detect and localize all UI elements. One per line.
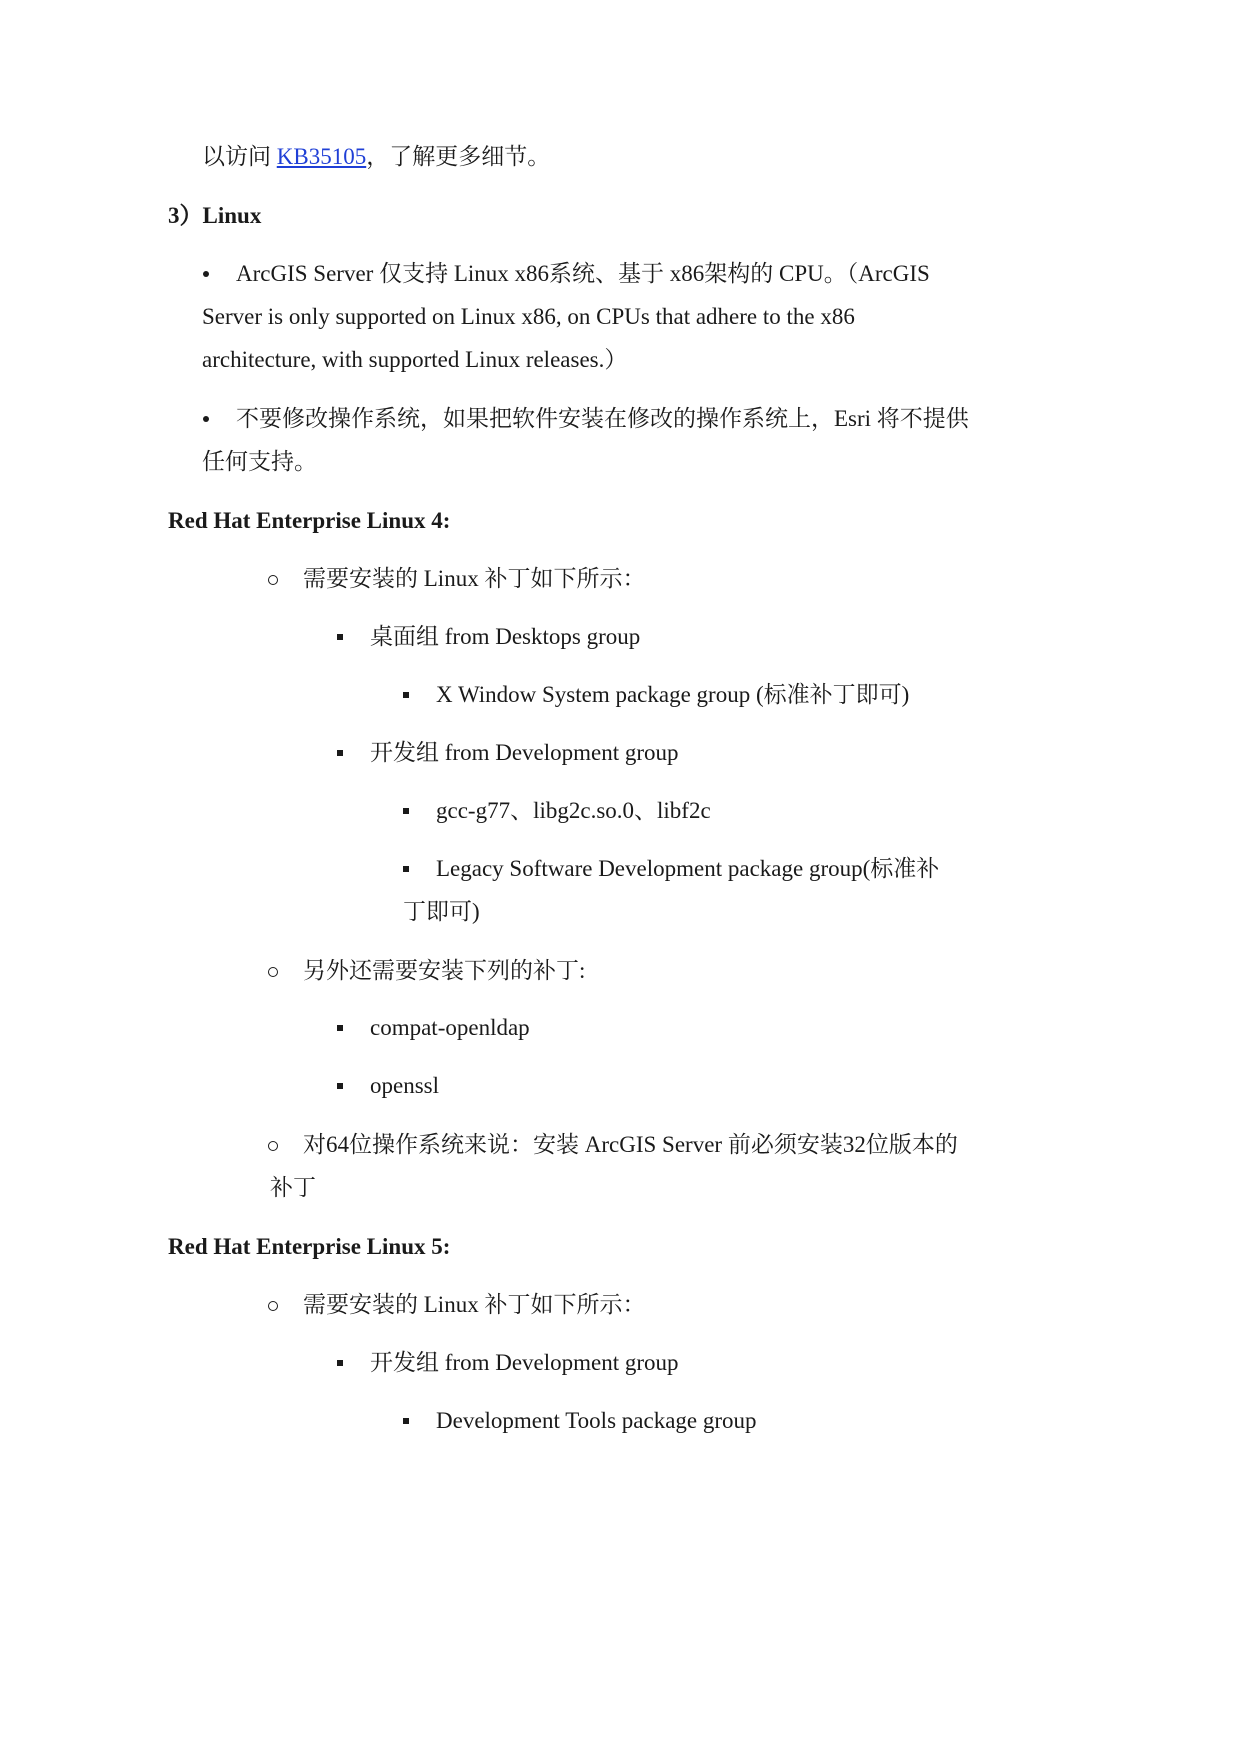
intro-line (202, 142, 550, 172)
section-heading: 3）Linux (168, 203, 262, 228)
bullet-2-line-2: 任何支持。 (202, 449, 317, 474)
rhel5-item-1: 需要安装的 Linux 补丁如下所示： (303, 1292, 646, 1317)
circle-bullet-icon (263, 1290, 283, 1320)
rhel4-item-1: 需要安装的 Linux 补丁如下所示： (303, 566, 646, 591)
rhel5-item-1-sub-1: 开发组 from Development group (370, 1350, 679, 1375)
rhel4-item-1-sub-2-sub-2-line-2: 丁即可) (403, 899, 480, 924)
bullet-1-line-2: Server is only supported on Linux x86, on CPUs that adhere to the x86 (202, 304, 855, 329)
rhel4-item-2-sub-1: compat-openldap (370, 1015, 530, 1040)
rhel4-item-1-sub-1: 桌面组 from Desktops group (370, 624, 641, 649)
kb-link[interactable]: KB35105 (276, 144, 367, 169)
square-bullet-icon (330, 1013, 350, 1043)
square-bullet-icon (396, 680, 416, 710)
bullet-2-line-1: 不要修改操作系统，如果把软件安装在修改的操作系统上，Esri 将不提供 (236, 406, 969, 431)
square-bullet-icon (330, 1348, 350, 1378)
rhel4-item-3-line-2: 补丁 (270, 1175, 316, 1200)
intro-prefix: 以访问 (202, 144, 277, 169)
rhel4-item-1-sub-1-sub-1: X Window System package group (标准补丁即可) (436, 682, 910, 707)
rhel4-heading: Red Hat Enterprise Linux 4: (168, 508, 451, 533)
rhel5-heading: Red Hat Enterprise Linux 5: (168, 1234, 451, 1259)
intro-suffix: ，了解更多细节。 (366, 144, 551, 169)
rhel5-item-1-sub-1-sub-1: Development Tools package group (436, 1408, 757, 1433)
square-bullet-icon (396, 796, 416, 826)
circle-bullet-icon (263, 956, 283, 986)
bullet-dot-icon (196, 259, 216, 289)
rhel4-item-3-line-1: 对64位操作系统来说：安装 ArcGIS Server 前必须安装32位版本的 (303, 1132, 958, 1157)
bullet-1-line-3: architecture, with supported Linux releases.） (202, 347, 628, 372)
bullet-dot-icon (196, 404, 216, 434)
square-bullet-icon (330, 622, 350, 652)
square-bullet-icon (396, 1406, 416, 1436)
rhel4-item-1-sub-2: 开发组 from Development group (370, 740, 679, 765)
bullet-1-line-1: ArcGIS Server 仅支持 Linux x86系统、基于 x86架构的 CPU。（ArcGIS (236, 261, 930, 286)
circle-bullet-icon (263, 1130, 283, 1160)
square-bullet-icon (330, 1071, 350, 1101)
rhel4-item-2: 另外还需要安装下列的补丁: (303, 958, 586, 983)
square-bullet-icon (330, 738, 350, 768)
square-bullet-icon (396, 854, 416, 884)
circle-bullet-icon (263, 564, 283, 594)
rhel4-item-2-sub-2: openssl (370, 1073, 439, 1098)
rhel4-item-1-sub-2-sub-2-line-1: Legacy Software Development package group(标准补 (436, 856, 940, 881)
rhel4-item-1-sub-2-sub-1: gcc-g77、libg2c.so.0、libf2c (436, 798, 711, 823)
